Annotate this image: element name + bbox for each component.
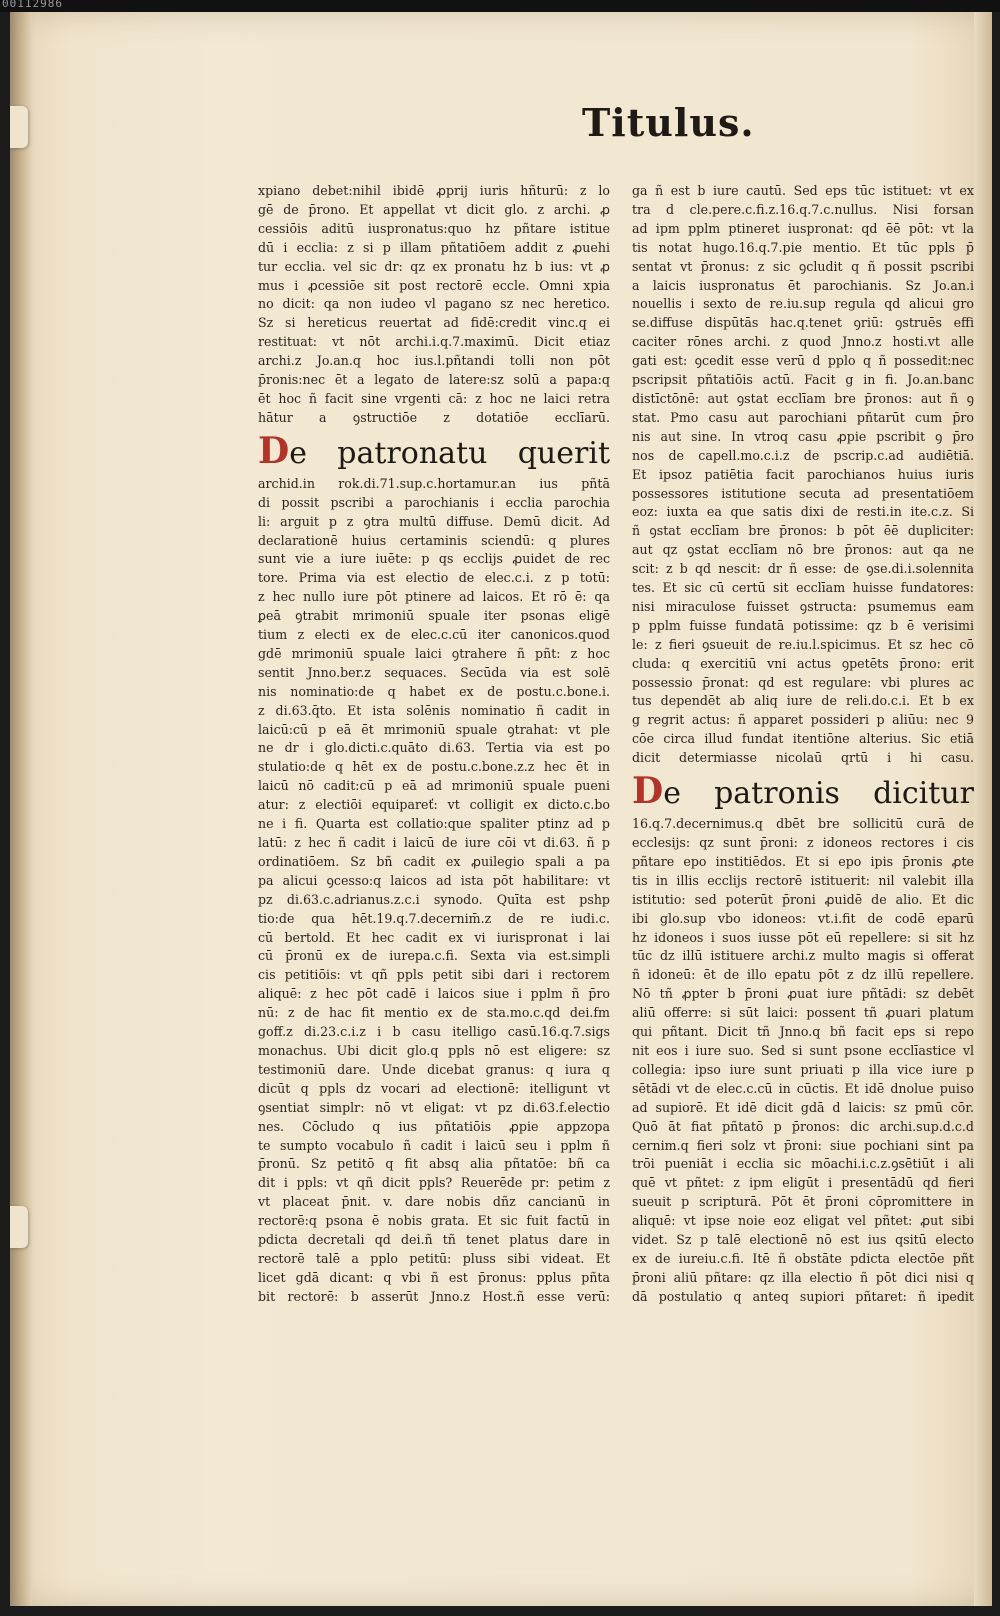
text-line: ga ñ est b iure cautū. Sed eps tūc istituet: vt ex (632, 183, 974, 198)
text-line: aliū offerre: si sūt laici: possent tñ ꝓuari platum (632, 1005, 974, 1021)
text-line: scit: z b qd nescit: dr ñ esse: de ꝯse.di.i.solennita (632, 561, 974, 577)
text-line: ēt hoc ñ facit sine vrgenti cā: z hoc ne laici retra (258, 390, 610, 406)
right-body-paragraph (632, 815, 974, 1307)
left-top-paragraph (258, 182, 610, 428)
page-tab-lower (10, 1206, 28, 1248)
text-line: p̄ronū. Sz petitō q fit absq alia pñtatōe: bñ ca (258, 1156, 610, 1172)
text-line: nisi miraculose fuisset ꝯstructa: psumemus eam (632, 598, 974, 614)
text-line: p̄ronis:nec ēt a legato de latere:sz solū a papa:q (258, 372, 610, 388)
text-line: sentat vt p̄ronus: z sic ꝯcludit q ñ possit pscribi (632, 258, 974, 274)
left-text-column (258, 182, 610, 1307)
text-line: g regrit actus: ñ apparet possideri p aliūu: nec 9 (632, 712, 974, 728)
text-line: ad supiorē. Et idē dicit gdā d laicis: sz pmū cōr. (632, 1099, 974, 1115)
page-tab-upper (10, 106, 28, 148)
text-line: nis aut sine. In vtroq casu ꝓpie pscribit ꝯ p̄ro (632, 428, 974, 444)
text-line: nes. Cōcludo q ius pñtatiōis ꝓpie appzopa (258, 1118, 610, 1134)
text-line: Quō āt fiat pñtatō p p̄ronos: dic archi.sup.d.c.d (632, 1118, 974, 1134)
text-line: restituat: vt nōt archi.i.q.7.maximū. Dicit etiaz (258, 334, 610, 350)
text-line: aliquē: vt ipse noie eoz eligat vel pñtet: ꝓut sibi (632, 1213, 974, 1229)
scan-top-bar (0, 0, 1000, 12)
text-line: gdē mrimoniū spuale laici ꝯtrahere ñ pñt: z hoc (258, 645, 610, 661)
right-top-paragraph (632, 182, 974, 768)
book-page (10, 12, 992, 1606)
heading-text: e patronis dicitur (663, 776, 974, 812)
text-line: ñ ꝯstat ecclīam bre p̄ronos: b pōt ēē dupliciter: (632, 523, 974, 539)
page-right-edge (974, 12, 992, 1606)
text-line: latū: z hec ñ cadit i laicū de iure cōi vt di.63. ñ p (258, 835, 610, 850)
heading-text: e patronatu querit (289, 435, 610, 471)
text-line: goff.z di.23.c.i.z i b casu itelligo casū.16.q.7.sigs (258, 1024, 610, 1040)
text-line: trōi pueniāt i ecclia sic mōachi.i.c.z.ꝯsētiūt i ali (632, 1156, 974, 1172)
text-line: tūc dz illū istituere archi.z multo magis si offerat (632, 948, 974, 964)
text-line: cōe circa illud fundat itentiōne alterius. Sic etiā (632, 731, 974, 747)
rubric-initial: D (632, 772, 664, 813)
text-line: te sumpto vocabulo ñ cadit i laicū seu i pplm ñ (258, 1137, 610, 1153)
text-line: archid.in rok.di.71.sup.c.hortamur.an ius pñtā (258, 475, 610, 491)
text-line: qui pñtant. Dicit tñ Jnno.q bñ facit eps si repo (632, 1024, 974, 1040)
text-line: ecclesijs: qz sunt p̄roni: z idoneos rectores i cis (632, 835, 974, 850)
text-line: caciter rōnes archi. z quod Jnno.z hosti.vt alle (632, 334, 974, 350)
text-line: le: z fieri ꝯsueuit de re.iu.l.spicimus. Et sz hec cō (632, 636, 974, 652)
right-section-heading (632, 772, 974, 813)
text-line: gē de p̄rono. Et appellat vt dicit glo. z archi. ꝓ (258, 201, 610, 217)
text-line: rectorē:q psona ē nobis grata. Et sic fuit factū in (258, 1213, 610, 1229)
text-line: xpiano debet:nihil ibidē ꝓprij iuris hñturū: z lo (258, 183, 610, 198)
text-line: ex de iureiu.c.fi. Itē ñ obstāte pdicta electōe pñt (632, 1250, 974, 1266)
text-line: dicit determiasse nicolaū qrtū i hi casu. (632, 750, 974, 766)
text-line: dū i ecclia: z si p illam pñtatiōem addit z ꝓuehi (258, 239, 610, 255)
running-head: Titulus. (582, 100, 755, 145)
text-line: li: arguit p z ꝯtra multū diffuse. Demū dicit. Ad (258, 513, 610, 529)
text-line: nouellis i sexto de re.iu.sup regula qd alicui gro (632, 296, 974, 312)
text-line: quē vt pñtet: z ipm eligūt i presentādū qd fieri (632, 1175, 974, 1191)
text-line: dā postulatio q anteq supiori pñtaret: ñ ipedit (632, 1288, 974, 1304)
text-line: stulatio:de q hēt ex de postu.c.bone.z.z hec ēt in (258, 759, 610, 775)
text-line: cis petitiōis: vt qñ ppls petit sibi dari i rectorem (258, 967, 610, 983)
text-line: a laicis iuspronatus ēt parochianis. Sz Jo.an.i (632, 277, 974, 293)
text-line: dit i ppls: vt qñ dicit ppls? Reuerēde pr: petim z (258, 1175, 610, 1191)
text-line: tra d cle.pere.c.fi.z.16.q.7.c.nullus. Nisi forsan (632, 201, 974, 217)
text-line: possessores istitutione secuta ad presentatiōem (632, 485, 974, 501)
text-line: tium z electi ex de elec.c.cū iter canonicos.quod (258, 627, 610, 643)
text-line: 16.q.7.decernimus.q dbēt bre sollicitū curā de (632, 816, 974, 832)
text-line: z hec nullo iure pōt ptinere ad laicos. Et rō ē: qa (258, 589, 610, 605)
text-line: atur: z electiōi equipareť: vt colligit ex dicto.c.bo (258, 797, 610, 813)
text-line: tur ecclia. vel sic dr: qz ex pronatu hz b ius: vt ꝓ (258, 258, 610, 274)
text-line: hz idoneos i suos iusse pōt eū repellere: si sit hz (632, 929, 974, 945)
text-line: archi.z Jo.an.q hoc ius.l.pñtandi tolli non pōt (258, 353, 610, 369)
text-line: collegia: ipso iure sunt priuati p illa vice iure p (632, 1061, 974, 1077)
text-line: hātur a ꝯstructiōe z dotatiōe ecclīarū. (258, 409, 610, 425)
text-line: p pplm fuisse fundatā potissime: qz b ē verisimi (632, 617, 974, 633)
text-line: pa alicui ꝯcesso:q laicos ad ista pōt habilitare: vt (258, 872, 610, 888)
text-line: tore. Prima via est electio de elec.c.i. z p totū: (258, 570, 610, 586)
text-line: laicū:cū p eā ēt mrimoniū spuale ꝯtrahat: vt ple (258, 721, 610, 737)
text-line: z di.63.q̄to. Et ista solēnis nominatio ñ cadit in (258, 702, 610, 718)
text-line: ne dr i glo.dicti.c.quāto di.63. Tertia via est po (258, 740, 610, 756)
text-line: possessio p̄ronat: qd est regulare: vbi plures ac (632, 674, 974, 690)
text-line: licet gdā dicant: q vbi ñ est p̄ronus: pplus pñta (258, 1269, 610, 1285)
text-line: cessiōis aditū iuspronatus:quo hz pñtare istitue (258, 220, 610, 236)
text-line: ibi glo.sup vbo idoneos: vt.i.fit de codē eparū (632, 910, 974, 926)
text-line: pdicta decretali qd dei.ñ tñ tenet platus dare in (258, 1232, 610, 1248)
text-line: istitutio: sed poterūt p̄roni ꝓuidē de alio. Et dic (632, 891, 974, 907)
text-line: Sz si hereticus reuertat ad fidē:credit vinc.q ei (258, 315, 610, 331)
text-line: cū p̄ronū ex de iurepa.c.fi. Sexta via est.simpli (258, 948, 610, 964)
text-line: tis notat hugo.16.q.7.pie mentio. Et tūc ppls p̄ (632, 239, 974, 255)
left-section-heading (258, 432, 610, 473)
text-line: dicūt q ppls dz vocari ad electionē: itelligunt vt (258, 1080, 610, 1096)
text-line: nit eos i iure suo. Sed si sunt psone ecclīastice vl (632, 1042, 974, 1058)
text-line: cluda: q exercitiū vni actus ꝯpetēts p̄rono: erit (632, 655, 974, 671)
left-body-paragraph (258, 475, 610, 1307)
text-line: vt placeat p̄nit. v. dare nobis dñz cancianū in (258, 1194, 610, 1210)
right-text-column (632, 182, 974, 1307)
text-line: tes. Et sic cū certū sit ecclīam huisse fundatores: (632, 580, 974, 596)
rubric-initial: D (258, 431, 290, 472)
text-line: se.diffuse dispūtās hac.q.tenet ꝯriū: ꝯstruēs effi (632, 315, 974, 331)
text-line: mus i ꝓcessiōe sit post rectorē eccle. Omni xpia (258, 277, 610, 293)
text-line: pscripsit pñtatiōis actū. Facit g in fi. Jo.an.banc (632, 372, 974, 388)
text-line: sētādi vt de elec.c.cū in cūctis. Et idē dnolue puiso (632, 1080, 974, 1096)
text-line: tis in illis ecclijs rectorē istituerit: nil valebit illa (632, 872, 974, 888)
text-line: tus dependēt ab aliq iure de reli.do.c.i. Et b ex (632, 693, 974, 709)
text-line: laicū nō cadit:cū p eā ad mrimoniū spuale pueni (258, 778, 610, 794)
text-line: Nō tñ ꝓpter b p̄roni ꝓuat iure pñtādi: sz debēt (632, 986, 974, 1002)
text-line: pz di.63.c.adrianus.z.c.i synodo. Quīta est pshp (258, 891, 610, 907)
text-line: ñ idoneū: ēt de illo epatu pōt z dz illū repellere. (632, 967, 974, 983)
text-line: declarationē huius certaminis sciendū: q plures (258, 532, 610, 548)
text-line: distīctōnē: aut ꝯstat ecclīam bre p̄ronos: aut ñ ꝯ (632, 390, 974, 406)
text-line: p̄roni aliū pñtare: qz illa electio ñ pōt dici nisi q (632, 1269, 974, 1285)
text-line: no dicit: qa non iudeo vl pagano sz nec heretico. (258, 296, 610, 312)
text-line: testimoniū dare. Unde dicebat granus: q iura q (258, 1061, 610, 1077)
text-line: eoz: iuxta ea que satis dixi de resti.in ite.c.z. Si (632, 504, 974, 520)
text-line: ꝑeā ꝯtrabit mrimoniū spuale iter psonas eligē (258, 608, 610, 624)
text-line: aliquē: z hec pōt cadē i laicos siue i pplm ñ p̄ro (258, 986, 610, 1002)
text-line: ne i fi. Quarta est collatio:que spaliter ptinz ad p (258, 816, 610, 832)
text-line: tio:de qua hēt.19.q.7.decernim̄.z de re iudi.c. (258, 910, 610, 926)
text-line: stat. Pmo casu aut parochiani pñtarūt cum p̄ro (632, 409, 974, 425)
binding-gutter (10, 12, 32, 1606)
text-line: ꝯsentiat simplr: nō vt eligat: vt pz di.63.f.electio (258, 1099, 610, 1115)
text-line: nis nominatio:de q habet ex de postu.c.bone.i. (258, 683, 610, 699)
text-line: videt. Sz p talē electionē nō est ius qsitū electo (632, 1232, 974, 1248)
text-line: pñtare epo institiēdos. Et si epo ipis p̄ronis ꝓte (632, 853, 974, 869)
text-line: nū: z de hac fit mentio ex de sta.mo.c.qd dei.fm (258, 1005, 610, 1021)
text-line: ordinatiōem. Sz bñ cadit ex ꝓuilegio spali a pa (258, 853, 610, 869)
text-line: ad ipm pplm ptineret iuspronat: qd ēē pōt: vt la (632, 220, 974, 236)
text-line: cernim.q fieri solz vt p̄roni: siue pochiani sint pa (632, 1137, 974, 1153)
text-line: gati est: ꝯcedit esse verū d pplo q ñ possedit:nec (632, 353, 974, 369)
text-line: sueuit p scripturā. Pōt ēt p̄roni cōpromittere in (632, 1194, 974, 1210)
text-line: Et ipsoz patiētia facit parochianos huius iuris (632, 466, 974, 482)
text-line: bit rectorē: b asserūt Jnno.z Host.ñ esse verū: (258, 1288, 610, 1304)
text-line: cū bertold. Et hec cadit ex vi iurispronat i lai (258, 929, 610, 945)
text-line: sunt vie a iure iuēte: p qs ecclijs ꝓuidet de rec (258, 551, 610, 567)
text-line: sentit Jnno.ber.z sequaces. Secūda via est solē (258, 664, 610, 680)
text-line: monachus. Ubi dicit glo.q ppls nō est eligere: sz (258, 1042, 610, 1058)
scan-id-label: 00112986 (2, 0, 63, 10)
text-line: nos de capell.mo.c.i.z de pscrip.c.ad audiētiā. (632, 447, 974, 463)
text-line: rectorē talē a pplo petitū: pluss sibi videat. Et (258, 1250, 610, 1266)
text-line: aut qz ꝯstat ecclīam nō bre p̄ronos: aut qa ne (632, 542, 974, 558)
text-line: di possit pscribi a parochianis i ecclia parochia (258, 494, 610, 510)
